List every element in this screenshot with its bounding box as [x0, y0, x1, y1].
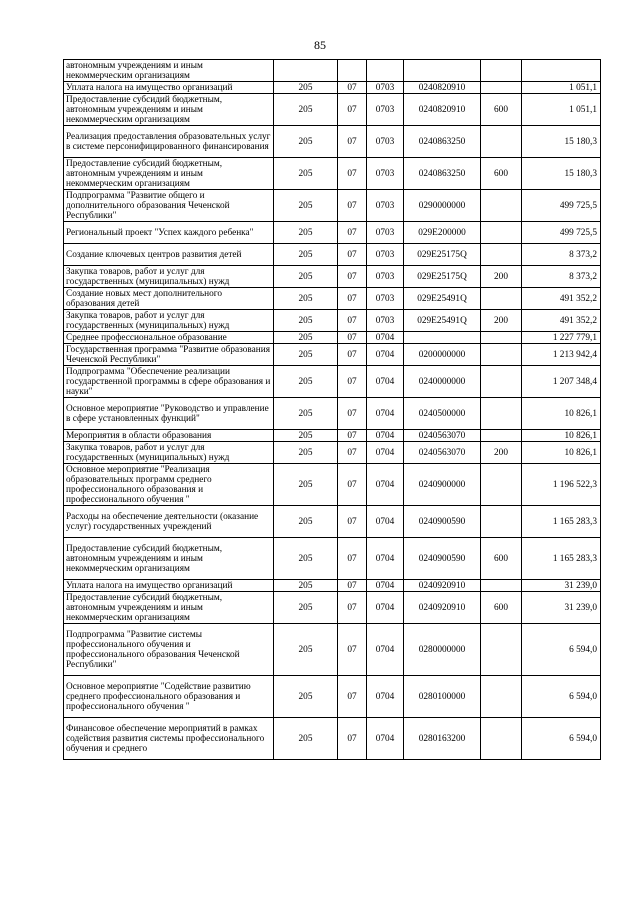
row-name-cell: Подпрограмма "Обеспечение реализации государственной программы в сфере образования и науки" [64, 366, 274, 398]
row-section-cell: 07 [338, 288, 367, 310]
row-subsection-cell: 0704 [367, 366, 404, 398]
row-code-cell: 205 [274, 538, 338, 580]
row-kind-cell [481, 190, 522, 222]
row-name-cell: Финансовое обеспечение мероприятий в рамках содействия развития системы профессионального обучения и среднего [64, 718, 274, 760]
row-section-cell: 07 [338, 442, 367, 464]
row-kind-cell [481, 60, 522, 82]
row-name-cell: Основное мероприятие "Руководство и управление в сфере установленных функций" [64, 398, 274, 430]
row-section-cell: 07 [338, 538, 367, 580]
row-code-cell: 205 [274, 506, 338, 538]
row-subsection-cell: 0704 [367, 506, 404, 538]
row-code-cell: 205 [274, 158, 338, 190]
row-target-cell: 0280100000 [404, 676, 481, 718]
row-name-cell: Подпрограмма "Развитие общего и дополнительного образования Чеченской Республики" [64, 190, 274, 222]
row-section-cell: 07 [338, 126, 367, 158]
row-target-cell: 0240863250 [404, 126, 481, 158]
row-amount-cell: 1 051,1 [522, 94, 601, 126]
row-name-cell: Уплата налога на имущество организаций [64, 580, 274, 592]
row-target-cell: 0240820910 [404, 82, 481, 94]
row-code-cell: 205 [274, 718, 338, 760]
row-kind-cell [481, 624, 522, 676]
row-code-cell: 205 [274, 624, 338, 676]
row-amount-cell: 10 826,1 [522, 398, 601, 430]
row-section-cell: 07 [338, 366, 367, 398]
row-code-cell: 205 [274, 244, 338, 266]
row-subsection-cell: 0704 [367, 464, 404, 506]
table-row [64, 126, 601, 158]
row-name-cell: Государственная программа "Развитие образования Чеченской Республики" [64, 344, 274, 366]
row-code-cell: 205 [274, 222, 338, 244]
row-target-cell: 0240900000 [404, 464, 481, 506]
row-name-cell: Предоставление субсидий бюджетным, автономным учреждениям и иным некоммерческим организациям [64, 94, 274, 126]
table-row [64, 464, 601, 506]
row-section-cell: 07 [338, 82, 367, 94]
row-subsection-cell: 0704 [367, 442, 404, 464]
row-code-cell: 205 [274, 266, 338, 288]
row-target-cell: 0280000000 [404, 624, 481, 676]
row-subsection-cell: 0703 [367, 82, 404, 94]
row-kind-cell: 600 [481, 592, 522, 624]
row-name-cell: Закупка товаров, работ и услуг для государственных (муниципальных) нужд [64, 310, 274, 332]
row-target-cell: 0240900590 [404, 538, 481, 580]
row-name-cell: Создание новых мест дополнительного образования детей [64, 288, 274, 310]
row-amount-cell: 1 213 942,4 [522, 344, 601, 366]
row-target-cell: 0240820910 [404, 94, 481, 126]
row-amount-cell: 6 594,0 [522, 624, 601, 676]
row-code-cell: 205 [274, 94, 338, 126]
row-name-cell: Мероприятия в области образования [64, 430, 274, 442]
row-code-cell: 205 [274, 344, 338, 366]
table-row [64, 506, 601, 538]
row-kind-cell [481, 288, 522, 310]
row-amount-cell: 15 180,3 [522, 126, 601, 158]
row-name-cell: Закупка товаров, работ и услуг для государственных (муниципальных) нужд [64, 266, 274, 288]
row-amount-cell: 491 352,2 [522, 288, 601, 310]
row-section-cell: 07 [338, 344, 367, 366]
row-kind-cell: 600 [481, 538, 522, 580]
row-name-cell: Региональный проект "Успех каждого ребенка" [64, 222, 274, 244]
row-target-cell: 0240863250 [404, 158, 481, 190]
row-subsection-cell: 0704 [367, 624, 404, 676]
row-kind-cell [481, 398, 522, 430]
row-code-cell: 205 [274, 580, 338, 592]
row-amount-cell: 499 725,5 [522, 190, 601, 222]
table-row [64, 538, 601, 580]
row-target-cell: 0240920910 [404, 580, 481, 592]
row-section-cell: 07 [338, 332, 367, 344]
row-target-cell [404, 60, 481, 82]
row-code-cell [274, 60, 338, 82]
table-row [64, 94, 601, 126]
row-amount-cell: 8 373,2 [522, 266, 601, 288]
row-subsection-cell: 0703 [367, 266, 404, 288]
row-code-cell: 205 [274, 366, 338, 398]
row-subsection-cell: 0703 [367, 158, 404, 190]
row-kind-cell [481, 580, 522, 592]
row-kind-cell [481, 344, 522, 366]
row-target-cell [404, 332, 481, 344]
row-amount-cell [522, 60, 601, 82]
row-name-cell: Среднее профессиональное образование [64, 332, 274, 344]
row-name-cell: Основное мероприятие "Содействие развитию среднего профессионального образования и профессионального обучения " [64, 676, 274, 718]
page-number: 85 [314, 38, 326, 52]
table-row [64, 310, 601, 332]
row-target-cell: 0200000000 [404, 344, 481, 366]
row-amount-cell: 1 207 348,4 [522, 366, 601, 398]
row-code-cell: 205 [274, 190, 338, 222]
table-row [64, 718, 601, 760]
row-section-cell: 07 [338, 244, 367, 266]
row-amount-cell: 31 239,0 [522, 580, 601, 592]
row-kind-cell [481, 506, 522, 538]
table-row [64, 60, 601, 82]
row-section-cell: 07 [338, 506, 367, 538]
row-subsection-cell: 0704 [367, 592, 404, 624]
row-kind-cell: 200 [481, 266, 522, 288]
row-target-cell: 0240900590 [404, 506, 481, 538]
row-name-cell: Закупка товаров, работ и услуг для государственных (муниципальных) нужд [64, 442, 274, 464]
row-target-cell: 0290000000 [404, 190, 481, 222]
row-code-cell: 205 [274, 310, 338, 332]
row-kind-cell [481, 430, 522, 442]
row-subsection-cell: 0704 [367, 344, 404, 366]
table-row [64, 344, 601, 366]
row-kind-cell [481, 464, 522, 506]
row-name-cell: Основное мероприятие "Реализация образовательных программ среднего профессионального образования и профессионального обучения " [64, 464, 274, 506]
table-row [64, 442, 601, 464]
row-section-cell: 07 [338, 190, 367, 222]
row-name-cell: Предоставление субсидий бюджетным, автономным учреждениям и иным некоммерческим организациям [64, 592, 274, 624]
table-row [64, 222, 601, 244]
table-row [64, 244, 601, 266]
row-subsection-cell: 0704 [367, 580, 404, 592]
row-target-cell: 029E200000 [404, 222, 481, 244]
row-name-cell: Предоставление субсидий бюджетным, автономным учреждениям и иным некоммерческим организациям [64, 538, 274, 580]
row-code-cell: 205 [274, 676, 338, 718]
row-subsection-cell: 0704 [367, 538, 404, 580]
row-section-cell: 07 [338, 94, 367, 126]
row-subsection-cell [367, 60, 404, 82]
table-row [64, 158, 601, 190]
row-target-cell: 029E25175Q [404, 244, 481, 266]
row-amount-cell: 10 826,1 [522, 442, 601, 464]
row-kind-cell [481, 126, 522, 158]
row-amount-cell: 1 196 522,3 [522, 464, 601, 506]
row-code-cell: 205 [274, 464, 338, 506]
row-name-cell: Реализация предоставления образовательных услуг в системе персонифицированного финансирования [64, 126, 274, 158]
table-row [64, 430, 601, 442]
row-target-cell: 029E25175Q [404, 266, 481, 288]
row-kind-cell [481, 222, 522, 244]
row-name-cell: Расходы на обеспечение деятельности (оказание услуг) государственных учреждений [64, 506, 274, 538]
row-subsection-cell: 0704 [367, 676, 404, 718]
row-subsection-cell: 0703 [367, 190, 404, 222]
row-target-cell: 029E25491Q [404, 310, 481, 332]
table-row [64, 624, 601, 676]
row-name-cell: автономным учреждениям и иным некоммерческим организациям [64, 60, 274, 82]
row-target-cell: 0240563070 [404, 430, 481, 442]
row-subsection-cell: 0703 [367, 310, 404, 332]
row-section-cell: 07 [338, 266, 367, 288]
table-row [64, 592, 601, 624]
row-subsection-cell: 0703 [367, 244, 404, 266]
table-row [64, 266, 601, 288]
row-subsection-cell: 0704 [367, 430, 404, 442]
row-code-cell: 205 [274, 126, 338, 158]
row-subsection-cell: 0703 [367, 126, 404, 158]
row-code-cell: 205 [274, 398, 338, 430]
row-target-cell: 0240000000 [404, 366, 481, 398]
table-row [64, 676, 601, 718]
row-name-cell: Уплата налога на имущество организаций [64, 82, 274, 94]
row-amount-cell: 1 051,1 [522, 82, 601, 94]
row-kind-cell [481, 366, 522, 398]
row-section-cell: 07 [338, 158, 367, 190]
row-subsection-cell: 0703 [367, 94, 404, 126]
row-subsection-cell: 0704 [367, 718, 404, 760]
row-kind-cell [481, 676, 522, 718]
row-subsection-cell: 0704 [367, 332, 404, 344]
row-section-cell [338, 60, 367, 82]
row-section-cell: 07 [338, 222, 367, 244]
row-section-cell: 07 [338, 398, 367, 430]
row-section-cell: 07 [338, 580, 367, 592]
row-subsection-cell: 0703 [367, 288, 404, 310]
row-code-cell: 205 [274, 430, 338, 442]
row-subsection-cell: 0704 [367, 398, 404, 430]
table-row [64, 332, 601, 344]
row-amount-cell: 31 239,0 [522, 592, 601, 624]
row-kind-cell: 200 [481, 310, 522, 332]
table-body [64, 60, 601, 760]
row-code-cell: 205 [274, 332, 338, 344]
row-section-cell: 07 [338, 624, 367, 676]
row-amount-cell: 1 227 779,1 [522, 332, 601, 344]
row-amount-cell: 6 594,0 [522, 676, 601, 718]
budget-table [63, 59, 601, 760]
row-section-cell: 07 [338, 310, 367, 332]
row-amount-cell: 499 725,5 [522, 222, 601, 244]
row-kind-cell [481, 718, 522, 760]
row-amount-cell: 8 373,2 [522, 244, 601, 266]
row-kind-cell [481, 244, 522, 266]
row-kind-cell: 200 [481, 442, 522, 464]
row-section-cell: 07 [338, 592, 367, 624]
row-target-cell: 0240920910 [404, 592, 481, 624]
row-amount-cell: 15 180,3 [522, 158, 601, 190]
row-subsection-cell: 0703 [367, 222, 404, 244]
row-kind-cell: 600 [481, 158, 522, 190]
row-name-cell: Создание ключевых центров развития детей [64, 244, 274, 266]
row-kind-cell [481, 82, 522, 94]
table-row [64, 398, 601, 430]
row-section-cell: 07 [338, 464, 367, 506]
row-section-cell: 07 [338, 430, 367, 442]
row-section-cell: 07 [338, 718, 367, 760]
row-code-cell: 205 [274, 592, 338, 624]
row-code-cell: 205 [274, 288, 338, 310]
table-row [64, 580, 601, 592]
row-kind-cell [481, 332, 522, 344]
row-name-cell: Предоставление субсидий бюджетным, автономным учреждениям и иным некоммерческим организациям [64, 158, 274, 190]
row-target-cell: 0240500000 [404, 398, 481, 430]
table-row [64, 288, 601, 310]
row-target-cell: 0280163200 [404, 718, 481, 760]
row-name-cell: Подпрограмма "Развитие системы профессионального обучения и профессионального образования Чеченской Республики" [64, 624, 274, 676]
row-code-cell: 205 [274, 82, 338, 94]
row-amount-cell: 10 826,1 [522, 430, 601, 442]
row-amount-cell: 491 352,2 [522, 310, 601, 332]
row-amount-cell: 6 594,0 [522, 718, 601, 760]
row-amount-cell: 1 165 283,3 [522, 538, 601, 580]
table-row [64, 190, 601, 222]
row-target-cell: 029E25491Q [404, 288, 481, 310]
row-section-cell: 07 [338, 676, 367, 718]
row-amount-cell: 1 165 283,3 [522, 506, 601, 538]
row-target-cell: 0240563070 [404, 442, 481, 464]
row-code-cell: 205 [274, 442, 338, 464]
table-row [64, 82, 601, 94]
row-kind-cell: 600 [481, 94, 522, 126]
table-row [64, 366, 601, 398]
